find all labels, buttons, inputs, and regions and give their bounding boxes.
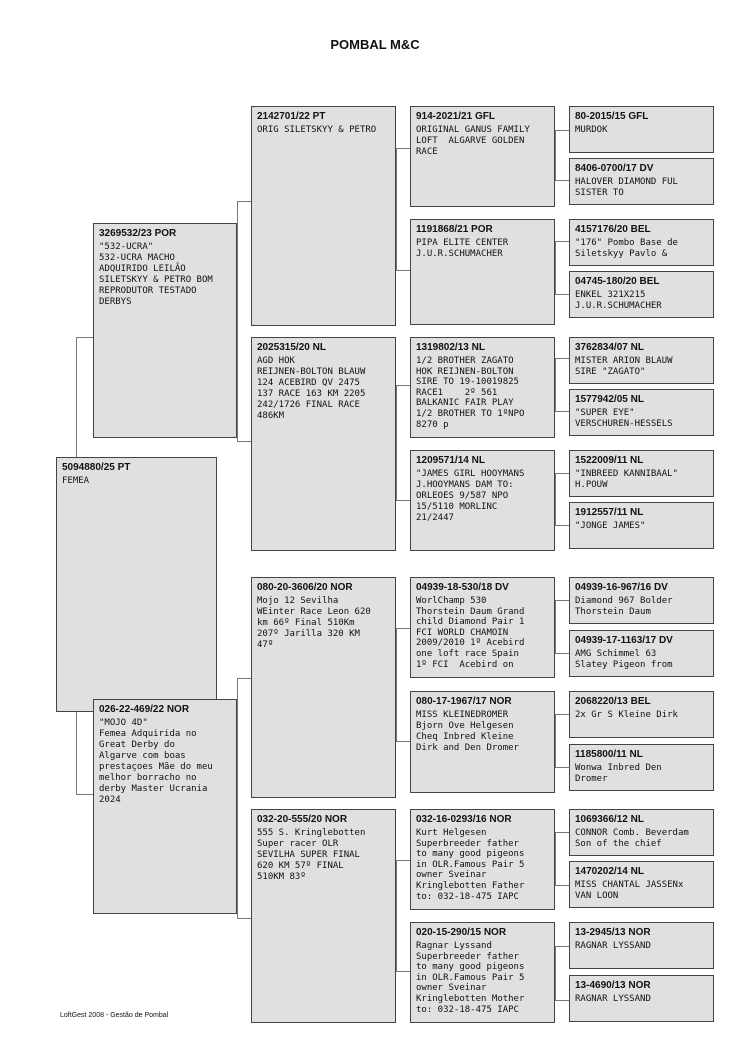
- connector: [555, 946, 556, 1000]
- pigeon-info: RAGNAR LYSSAND: [575, 994, 651, 1004]
- pigeon-info: MISS CHANTAL JASSENx VAN LOON: [575, 880, 684, 901]
- pedigree-card-g4[interactable]: [569, 577, 714, 624]
- connector: [237, 201, 251, 202]
- ring-number: 1069366/12 NL: [575, 814, 644, 825]
- connector: [555, 411, 569, 412]
- pigeon-info: MURDOK: [575, 125, 608, 135]
- pedigree-card-g4[interactable]: [569, 630, 714, 677]
- pigeon-info: "INBREED KANNIBAAL" H.POUW: [575, 469, 678, 490]
- pigeon-info: "176" Pombo Base de Siletskyy Pavlo &: [575, 238, 678, 259]
- pigeon-info: "SUPER EYE" VERSCHUREN-HESSELS: [575, 408, 673, 429]
- connector: [396, 385, 397, 500]
- connector: [237, 678, 238, 918]
- ring-number: 080-17-1967/17 NOR: [416, 696, 512, 707]
- ring-number: 8406-0700/17 DV: [575, 163, 654, 174]
- pedigree-card-g4[interactable]: [569, 809, 714, 856]
- pedigree-card-g4[interactable]: [569, 922, 714, 969]
- pigeon-info: "MOJO 4D" Femea Adquirida no Great Derby do Algarve com boas prestaçoes Mãe do meu melhor borracho no derby Master Ucrania 2024: [99, 718, 213, 805]
- connector: [396, 860, 410, 861]
- ring-number: 1209571/14 NL: [416, 455, 485, 466]
- pedigree-sire-card[interactable]: [93, 223, 237, 438]
- pigeon-info: MISTER ARION BLAUW SIRE "ZAGATO": [575, 356, 673, 377]
- pigeon-info: ORIGINAL GANUS FAMILY LOFT ALGARVE GOLDEN RACE: [416, 125, 530, 157]
- ring-number: 914-2021/21 GFL: [416, 111, 495, 122]
- pigeon-info: 2x Gr S Kleine Dirk: [575, 710, 678, 720]
- ring-number: 1470202/14 NL: [575, 866, 644, 877]
- connector: [555, 714, 569, 715]
- pedigree-dam-dam-card[interactable]: [251, 809, 396, 1023]
- pedigree-card-g3[interactable]: [410, 219, 555, 325]
- connector: [237, 918, 251, 919]
- connector: [396, 860, 397, 971]
- connector: [76, 337, 94, 338]
- connector: [555, 130, 569, 131]
- connector: [555, 473, 569, 474]
- pedigree-card-g4[interactable]: [569, 502, 714, 549]
- connector: [555, 130, 556, 180]
- connector: [396, 385, 410, 386]
- pedigree-card-g3[interactable]: [410, 450, 555, 551]
- ring-number: 13-2945/13 NOR: [575, 927, 651, 938]
- connector: [555, 832, 569, 833]
- pedigree-card-g4[interactable]: [569, 219, 714, 266]
- pigeon-info: WorlChamp 530 Thorstein Daum Grand child Diamond Pair 1 FCI WORLD CHAMOIN 2009/2010 1º Acebird one loft race Spain 1º FCI Acebird on: [416, 596, 525, 670]
- pedigree-card-g3[interactable]: [410, 106, 555, 207]
- connector: [555, 180, 569, 181]
- connector: [237, 441, 251, 442]
- pigeon-info: 555 S. Kringlebotten Super racer OLR SEVILHA SUPER FINAL 620 KM 57º FINAL 510KM 83º: [257, 828, 366, 882]
- connector: [396, 971, 410, 972]
- pedigree-card-g4[interactable]: [569, 975, 714, 1022]
- ring-number: 020-15-290/15 NOR: [416, 927, 507, 938]
- ring-number: 1185800/11 NL: [575, 749, 643, 760]
- ring-number: 04745-180/20 BEL: [575, 276, 660, 287]
- connector: [555, 358, 569, 359]
- connector: [555, 600, 556, 653]
- ring-number: 04939-16-967/16 DV: [575, 582, 668, 593]
- ring-number: 80-2015/15 GFL: [575, 111, 649, 122]
- pedigree-card-g4[interactable]: [569, 744, 714, 791]
- ring-number: 04939-18-530/18 DV: [416, 582, 509, 593]
- pedigree-card-g3[interactable]: [410, 922, 555, 1023]
- connector: [555, 473, 556, 525]
- pigeon-info: ENKEL 321X215 J.U.R.SCHUMACHER: [575, 290, 662, 311]
- pedigree-card-g3[interactable]: [410, 337, 555, 438]
- pigeon-info: HALOVER DIAMOND FUL SISTER TO: [575, 177, 678, 198]
- pedigree-card-g4[interactable]: [569, 158, 714, 205]
- pigeon-info: "JAMES GIRL HOOYMANS J.HOOYMANS DAM TO: ORLEOES 9/587 NPO 15/5110 MORLINC 21/2447: [416, 469, 525, 523]
- connector: [396, 148, 410, 149]
- pedigree-card-g4[interactable]: [569, 861, 714, 908]
- ring-number: 04939-17-1163/17 DV: [575, 635, 673, 646]
- ring-number: 080-20-3606/20 NOR: [257, 582, 353, 593]
- connector: [555, 241, 569, 242]
- connector: [555, 832, 556, 885]
- ring-number: 1191868/21 POR: [416, 224, 493, 235]
- connector: [396, 741, 410, 742]
- pedigree-card-g4[interactable]: [569, 389, 714, 436]
- pigeon-info: 1/2 BROTHER ZAGATO HOK REIJNEN-BOLTON SIRE TO 19-10019825 RACE1 2º 561 BALKANIC FAIR PLAY 1/2 BROTHER TO 1ºNPO 8270 p: [416, 356, 525, 430]
- connector: [555, 1000, 569, 1001]
- pedigree-card-g4[interactable]: [569, 337, 714, 384]
- connector: [555, 525, 569, 526]
- connector: [555, 653, 569, 654]
- pigeon-info: CONNOR Comb. Beverdam Son of the chief: [575, 828, 689, 849]
- pedigree-card-g3[interactable]: [410, 577, 555, 678]
- footer-text: LoftGest 2008 - Gestão de Pombal: [60, 1012, 169, 1019]
- ring-number: 3762834/07 NL: [575, 342, 644, 353]
- pigeon-info: AGD HOK REIJNEN-BOLTON BLAUW 124 ACEBIRD QV 2475 137 RACE 163 KM 2205 242/1726 FINAL RACE 486KM: [257, 356, 366, 421]
- ring-number: 1912557/11 NL: [575, 507, 644, 518]
- pigeon-info: AMG Schimmel 63 Slatey Pigeon from: [575, 649, 673, 670]
- pedigree-card-g4[interactable]: [569, 691, 714, 738]
- connector: [555, 714, 556, 767]
- ring-number: 13-4690/13 NOR: [575, 980, 651, 991]
- connector: [555, 767, 569, 768]
- pigeon-info: PIPA ELITE CENTER J.U.R.SCHUMACHER: [416, 238, 509, 259]
- connector: [396, 270, 410, 271]
- ring-number: 2025315/20 NL: [257, 342, 326, 353]
- connector: [396, 628, 397, 741]
- ring-number: 1577942/05 NL: [575, 394, 644, 405]
- connector: [237, 678, 251, 679]
- pigeon-info: RAGNAR LYSSAND: [575, 941, 651, 951]
- connector: [396, 628, 410, 629]
- pigeon-info: FEMEA: [62, 476, 90, 486]
- pedigree-card-g4[interactable]: [569, 271, 714, 318]
- pedigree-sire-dam-card[interactable]: [251, 337, 396, 551]
- pedigree-card-g3[interactable]: [410, 691, 555, 793]
- pigeon-info: Ragnar Lyssand Superbreeder father to many good pigeons in OLR.Famous Pair 5 owner Sveinar Kringlebotten Mother to: 032-18-475 IAPC: [416, 941, 525, 1015]
- ring-number: 3269532/23 POR: [99, 228, 177, 239]
- connector: [555, 294, 569, 295]
- pigeon-info: ORIG SILETSKYY & PETRO: [257, 125, 377, 135]
- connector: [555, 600, 569, 601]
- pedigree-subject-card[interactable]: [56, 457, 217, 712]
- pigeon-info: Diamond 967 Bolder Thorstein Daum: [575, 596, 673, 617]
- connector: [396, 500, 410, 501]
- pedigree-dam-card[interactable]: [93, 699, 237, 914]
- pigeon-info: Kurt Helgesen Superbreeder father to many good pigeons in OLR.Famous Pair 5 owner Sveinar Kringlebotten Father to: 032-18-475 IAPC: [416, 828, 525, 902]
- pigeon-info: Mojo 12 Sevilha WEinter Race Leon 620 km 66º Final 510Km 207º Jarilla 320 KM 47º: [257, 596, 371, 650]
- connector: [237, 201, 238, 441]
- pedigree-card-g4[interactable]: [569, 450, 714, 497]
- ring-number: 2142701/22 PT: [257, 111, 326, 122]
- pedigree-sire-sire-card[interactable]: [251, 106, 396, 326]
- ring-number: 032-20-555/20 NOR: [257, 814, 348, 825]
- pigeon-info: "JONGE JAMES": [575, 521, 646, 531]
- ring-number: 1319802/13 NL: [416, 342, 485, 353]
- ring-number: 2068220/13 BEL: [575, 696, 651, 707]
- connector: [555, 946, 569, 947]
- connector: [76, 794, 94, 795]
- connector: [555, 885, 569, 886]
- pedigree-card-g4[interactable]: [569, 106, 714, 153]
- ring-number: 4157176/20 BEL: [575, 224, 651, 235]
- ring-number: 026-22-469/22 NOR: [99, 704, 190, 715]
- connector: [555, 358, 556, 411]
- ring-number: 5094880/25 PT: [62, 462, 131, 473]
- ring-number: 032-16-0293/16 NOR: [416, 814, 512, 825]
- ring-number: 1522009/11 NL: [575, 455, 644, 466]
- pedigree-card-g3[interactable]: [410, 809, 555, 910]
- pigeon-info: "532-UCRA" 532-UCRA MACHO ADQUIRIDO LEILÃO SILETSKYY & PETRO BOM REPRODUTOR TESTADO DERBYS: [99, 242, 213, 307]
- pedigree-dam-sire-card[interactable]: [251, 577, 396, 798]
- pigeon-info: MISS KLEINEDROMER Bjorn Ove Helgesen Cheq Inbred Kleine Dirk and Den Dromer: [416, 710, 519, 753]
- connector: [396, 148, 397, 270]
- pigeon-info: Wonwa Inbred Den Dromer: [575, 763, 662, 784]
- page-title: POMBAL M&C: [330, 37, 420, 52]
- connector: [555, 241, 556, 294]
